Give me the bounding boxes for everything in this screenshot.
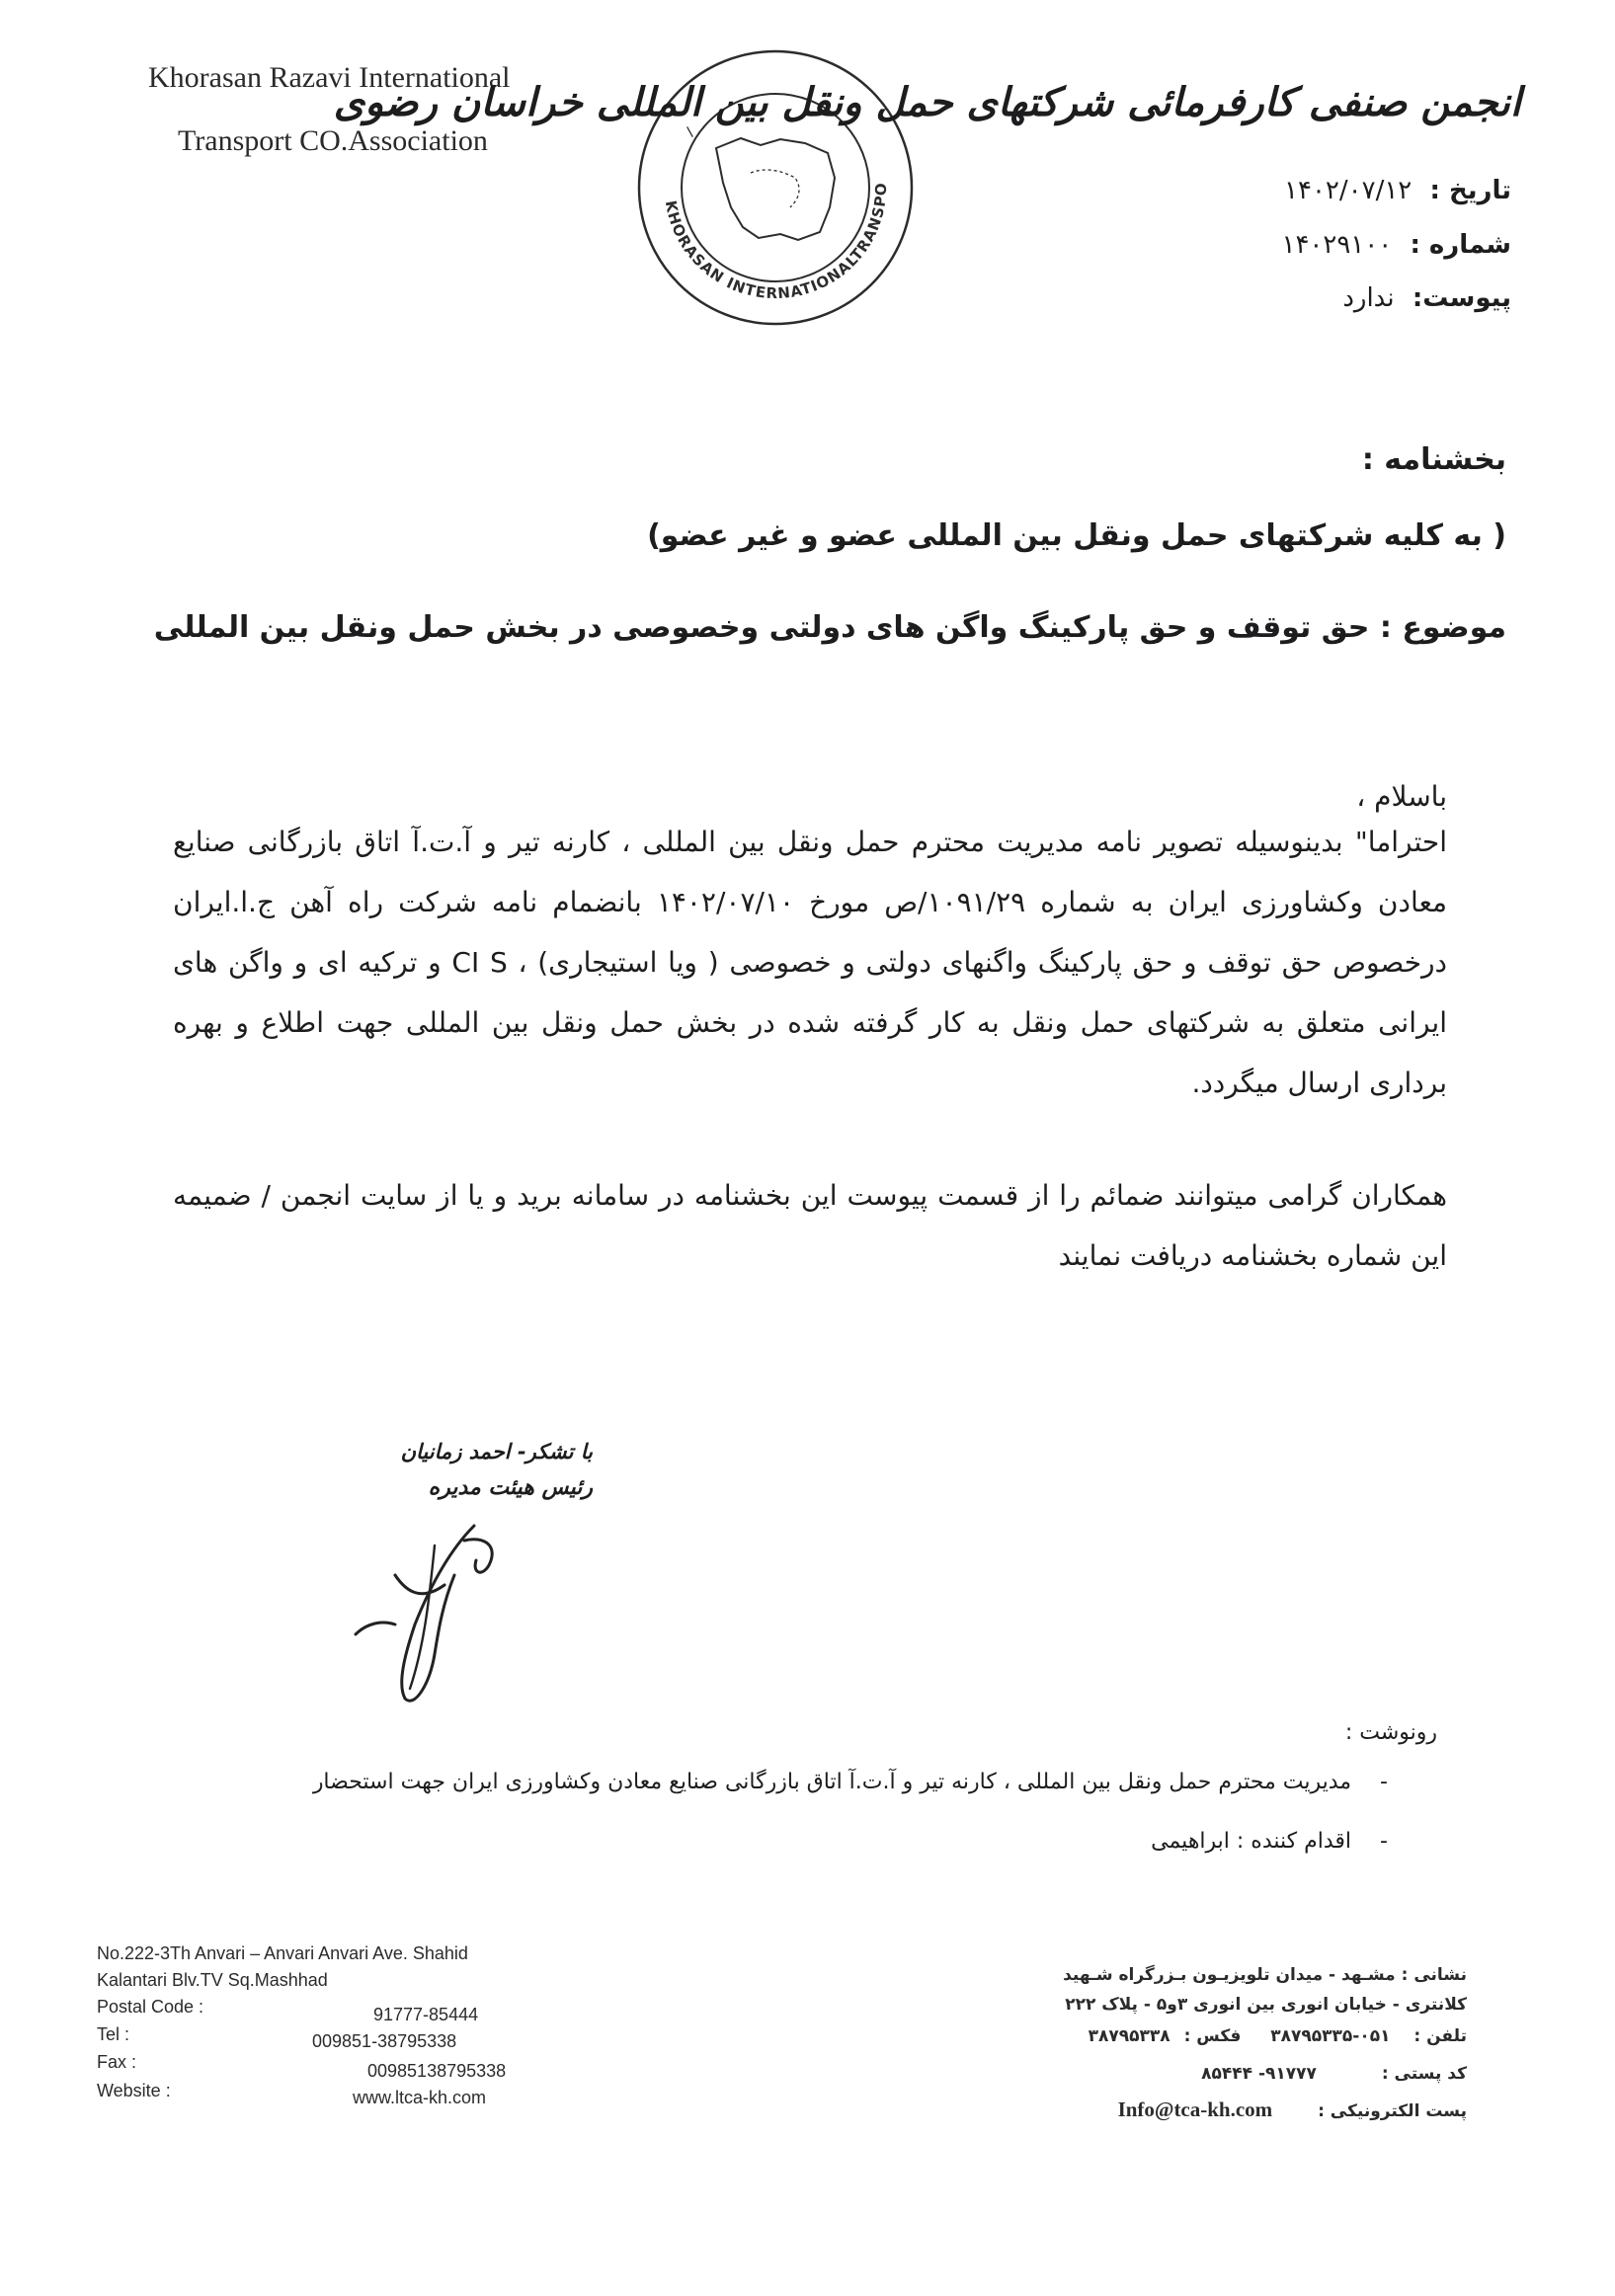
footer-fa-address-2: کلانتری - خیابان انوری بین انوری ۳و۵ - پلاک ۲۲۲ [1065,1995,1467,2015]
signature-block [326,1440,593,1500]
footer-en-address-1: No.222-3Th Anvari – Anvari Anvari Ave. Shahid [97,1943,468,1963]
footer-en-tel-value: 009851-38795338 [312,2031,457,2051]
body-paragraph-1: احتراما" بدینوسیله تصویر نامه مدیریت محترم حمل ونقل بین المللی ، کارنه تیر و آ.ت.آ اتاق بازرگانی صنایع معادن وکشاورزی ایران به شماره ۱۰۹۱/۲۹/ص مورخ ۱۴۰۲/۰۷/۱۰ بانضمام نامه شرکت راه آهن ج.ا.ایران درخصوص حق توقف و حق پارکینگ واگنهای دولتی و خصوصی ( ویا استیجاری) ، CI S و ترکیه ای و واگن های ایرانی متعلق به شرکتهای حمل ونقل به کار گرفته شده در بخش حمل ونقل بین المللی جهت اطلاع و بهره برداری ارسال میگردد. [173,826,1447,1099]
seal-ring-text: KHORASAN INTERNATIONALTRANSPO [661,182,891,303]
copies-bullet-2: - [1380,1829,1388,1854]
salutation: باسلام ، [1356,780,1447,813]
date-value: ۱۴۰۲/۰۷/۱۲ [1284,176,1413,205]
footer-fa-fax-label: فکس : [1183,2026,1242,2046]
footer-en-fax-value: 00985138795338 [367,2061,507,2081]
footer-fa-email-link[interactable]: Info@tca-kh.com [1117,2098,1273,2121]
seal-top-text: ا [682,125,697,142]
circular-heading: بخشنامه : [1361,442,1506,477]
date-label: تاریخ : [1429,176,1511,205]
footer-en-postal-value: 91777-85444 [373,2005,479,2024]
english-org-line2: Transport CO.Association [178,124,488,157]
footer-en-website-label: Website : [97,2081,171,2100]
signature-title: رئیس هیئت مدیره [428,1475,593,1500]
footer-fa-address-label: نشانی : [1401,1965,1467,1985]
copies-item-1 [313,1770,1388,1794]
attachment-value: ندارد [1342,283,1395,313]
copies-bullet-1: - [1380,1770,1388,1794]
footer-en-postal-label: Postal Code : [97,1997,204,2017]
copies-label: رونوشت : [1344,1720,1437,1745]
copies-text-2: اقدام کننده : ابراهیمی [1151,1829,1352,1854]
footer-fa-phone-label: تلفن : [1413,2026,1467,2046]
footer-fa-phone-line [1089,2026,1467,2046]
footer-fa-postal-value: ۹۱۷۷۷- ۸۵۴۴۴ [1201,2064,1317,2084]
footer-fa-address-1 [1063,1965,1467,1985]
number-label: شماره : [1410,230,1511,260]
subject-label: موضوع : [1379,610,1506,645]
persian-org-title: انجمن صنفی کارفرمائی شرکتهای حمل ونقل بین المللی خراسان رضوی [333,79,1521,125]
english-org-line1: Khorasan Razavi International [148,61,511,94]
footer-fa-postal-label: کد پستی : [1381,2064,1467,2084]
number-line [1281,230,1511,260]
attachment-line [1342,283,1511,313]
footer-fa-phone-value: ۰۵۱-۳۸۷۹۵۳۳۵ [1270,2026,1391,2046]
handwritten-signature [336,1516,533,1713]
footer-fa-email-line [1118,2098,1467,2122]
attachment-label: پیوست: [1412,283,1511,313]
copies-text-1: مدیریت محترم حمل ونقل بین المللی ، کارنه تیر و آ.ت.آ اتاق بازرگانی صنایع معادن وکشاورزی ایران جهت استحضار [312,1770,1352,1794]
signature-name: با تشکر- احمد زمانیان [400,1440,593,1464]
date-line [1284,176,1511,205]
footer-en-fax-label: Fax : [97,2052,137,2072]
circular-recipients: ( به کلیه شرکتهای حمل ونقل بین المللی عضو و غیر عضو) [647,518,1506,553]
footer-fa-email-label: پست الکترونیکی : [1318,2101,1467,2121]
footer-en-address-2: Kalantari Blv.TV Sq.Mashhad [97,1970,328,1990]
number-value: ۱۴۰۲۹۱۰۰ [1281,230,1393,260]
body-paragraph-2: همکاران گرامی میتوانند ضمائم را از قسمت پیوست این بخشنامه در سامانه برید و یا از سایت انجمن / ضمیمه این شماره بخشنامه دریافت نمایند [173,1179,1447,1272]
subject-text: حق توقف و حق پارکینگ واگن های دولتی وخصوصی در بخش حمل ونقل بین المللی [153,610,1370,645]
footer-en-tel-label: Tel : [97,2024,130,2044]
footer-fa-fax-value: ۳۸۷۹۵۳۳۸ [1088,2026,1171,2046]
footer-fa-postal-line [1201,2064,1467,2084]
subject-line [154,610,1506,645]
copies-item-2 [1151,1829,1388,1854]
footer-en-website-link[interactable]: www.ltca-kh.com [353,2088,487,2107]
signature-scribble-icon [336,1516,533,1713]
footer-fa-address-value-1: مشـهد - میدان تلویزیـون بـزرگراه شـهید [1063,1965,1396,1985]
